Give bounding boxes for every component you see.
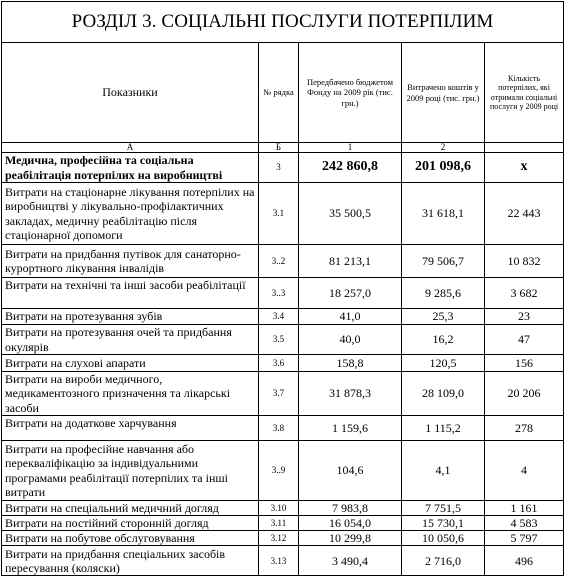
count-value: 23 <box>485 309 564 325</box>
row-code: 3..9 <box>259 441 299 501</box>
header-indicator: Показники <box>2 43 259 143</box>
indicator-name: Витрати на слухові апарати <box>2 355 259 372</box>
planned-value: 10 299,8 <box>299 531 402 546</box>
table-row <box>2 183 564 245</box>
count-value: 3 682 <box>485 278 564 309</box>
table-row <box>2 309 564 325</box>
indicator-name: Витрати на придбання спеціальних засобів пересування (коляски) <box>2 546 259 576</box>
count-value: 20 206 <box>485 372 564 416</box>
planned-value: 3 490,4 <box>299 546 402 576</box>
planned-value: 158,8 <box>299 355 402 372</box>
planned-value: 16 054,0 <box>299 516 402 531</box>
row-code: 3.5 <box>259 325 299 355</box>
table-row <box>2 153 564 183</box>
table-row <box>2 546 564 576</box>
indicator-name: Витрати на придбання путівок для санаторно-курортного лікування інвалідів <box>2 245 259 278</box>
planned-value: 1 159,6 <box>299 416 402 441</box>
header-count: Кількість потерпілих, які отримали соціальні послуги у 2009 році <box>485 43 564 143</box>
header-spent: Витрачено коштів у 2009 році (тис. грн.) <box>402 43 485 143</box>
count-value: 47 <box>485 325 564 355</box>
planned-value: 35 500,5 <box>299 183 402 245</box>
section-title: РОЗДІЛ 3. СОЦІАЛЬНІ ПОСЛУГИ ПОТЕРПІЛИМ <box>2 2 564 43</box>
row-code: 3.6 <box>259 355 299 372</box>
count-value: 4 <box>485 441 564 501</box>
index-cell: А <box>2 143 259 153</box>
spent-value: 1 115,2 <box>402 416 485 441</box>
spent-value: 9 285,6 <box>402 278 485 309</box>
count-value: 10 832 <box>485 245 564 278</box>
spent-value: 4,1 <box>402 441 485 501</box>
row-code: 3 <box>259 153 299 183</box>
spent-value: 15 730,1 <box>402 516 485 531</box>
planned-value: 18 257,0 <box>299 278 402 309</box>
index-cell <box>485 143 564 153</box>
table-row <box>2 531 564 546</box>
count-value: 5 797 <box>485 531 564 546</box>
row-code: 3.7 <box>259 372 299 416</box>
row-code: 3.13 <box>259 546 299 576</box>
index-cell: 1 <box>299 143 402 153</box>
spent-value: 2 716,0 <box>402 546 485 576</box>
indicator-name: Витрати на технічні та інші засоби реабілітації <box>2 278 259 309</box>
header-row-no: № рядка <box>259 43 299 143</box>
planned-value: 31 878,3 <box>299 372 402 416</box>
spent-value: 31 618,1 <box>402 183 485 245</box>
planned-value: 81 213,1 <box>299 245 402 278</box>
count-value: 1 161 <box>485 501 564 516</box>
indicator-name: Витрати на додаткове харчування <box>2 416 259 441</box>
indicator-name: Витрати на протезування зубів <box>2 309 259 325</box>
count-value: 156 <box>485 355 564 372</box>
row-code: 3..3 <box>259 278 299 309</box>
title-row <box>2 2 564 43</box>
spent-value: 120,5 <box>402 355 485 372</box>
count-value: 496 <box>485 546 564 576</box>
index-cell: Б <box>259 143 299 153</box>
count-value: х <box>485 153 564 183</box>
planned-value: 242 860,8 <box>299 153 402 183</box>
spent-value: 7 751,5 <box>402 501 485 516</box>
spent-value: 10 050,6 <box>402 531 485 546</box>
table-row <box>2 245 564 278</box>
indicator-name: Витрати на вироби медичного, медикаментозного призначення та лікарські засоби <box>2 372 259 416</box>
social-services-table <box>1 1 564 576</box>
header-planned: Передбачено бюджетом Фонду на 2009 рік (тис. грн.) <box>299 43 402 143</box>
indicator-name: Медична, професійна та соціальна реабілітація потерпілих на виробництві <box>2 153 259 183</box>
indicator-name: Витрати на стаціонарне лікування потерпілих на виробництві у лікувально-профілактичних закладах, медичну реабілітацію після стаціонарної допомоги <box>2 183 259 245</box>
row-code: 3.8 <box>259 416 299 441</box>
count-value: 22 443 <box>485 183 564 245</box>
table-row <box>2 325 564 355</box>
indicator-name: Витрати на побутове обслуговування <box>2 531 259 546</box>
row-code: 3.1 <box>259 183 299 245</box>
table-row <box>2 416 564 441</box>
index-cell: 2 <box>402 143 485 153</box>
table-row <box>2 278 564 309</box>
column-index-row <box>2 143 564 153</box>
spent-value: 16,2 <box>402 325 485 355</box>
indicator-name: Витрати на професійне навчання або перекваліфікацію за індивідуальними програмами реабілітації потерпілих та інші витрати <box>2 441 259 501</box>
indicator-name: Витрати на постійний сторонній догляд <box>2 516 259 531</box>
row-code: 3..2 <box>259 245 299 278</box>
count-value: 278 <box>485 416 564 441</box>
planned-value: 104,6 <box>299 441 402 501</box>
spent-value: 201 098,6 <box>402 153 485 183</box>
planned-value: 40,0 <box>299 325 402 355</box>
table-row <box>2 372 564 416</box>
spent-value: 28 109,0 <box>402 372 485 416</box>
spent-value: 25,3 <box>402 309 485 325</box>
header-row <box>2 43 564 143</box>
planned-value: 41,0 <box>299 309 402 325</box>
row-code: 3.11 <box>259 516 299 531</box>
row-code: 3.12 <box>259 531 299 546</box>
table-row <box>2 355 564 372</box>
count-value: 4 583 <box>485 516 564 531</box>
row-code: 3.10 <box>259 501 299 516</box>
table-row <box>2 501 564 516</box>
indicator-name: Витрати на протезування очей та придбання окулярів <box>2 325 259 355</box>
row-code: 3.4 <box>259 309 299 325</box>
indicator-name: Витрати на спеціальний медичний догляд <box>2 501 259 516</box>
table-row <box>2 516 564 531</box>
planned-value: 7 983,8 <box>299 501 402 516</box>
spent-value: 79 506,7 <box>402 245 485 278</box>
table-row <box>2 441 564 501</box>
